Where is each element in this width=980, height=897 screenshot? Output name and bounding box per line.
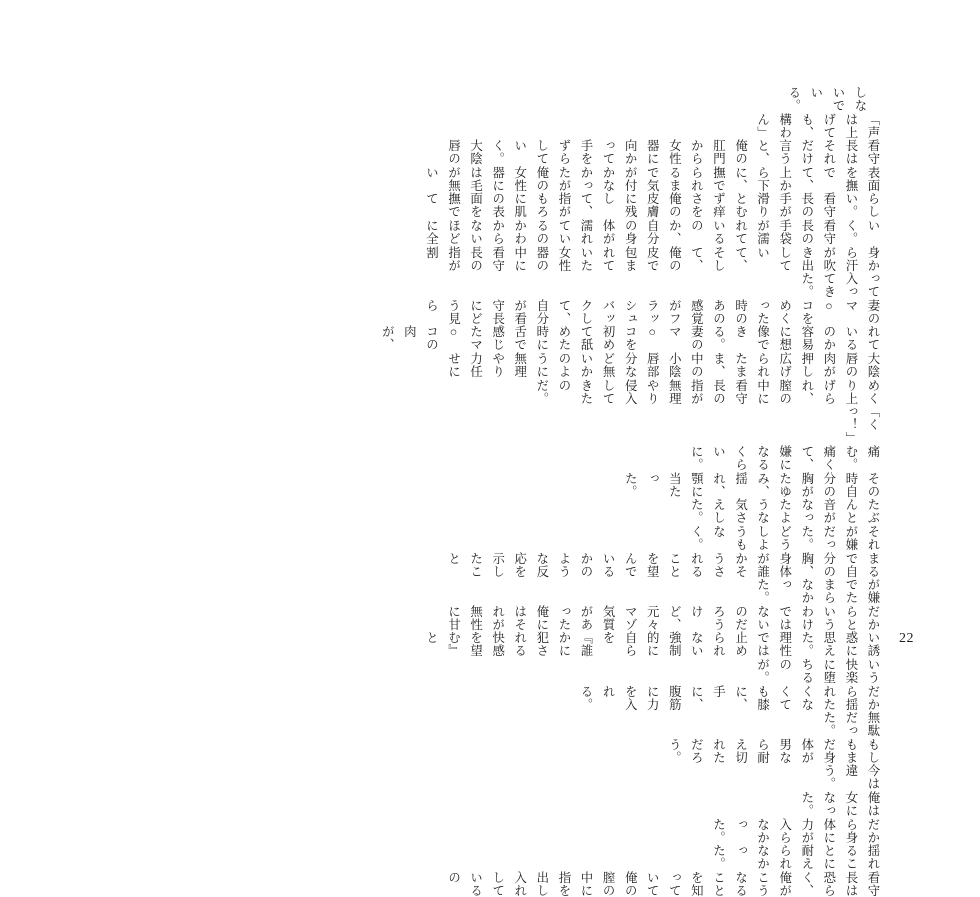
paragraph: だから揺れたくなくても膝に、手に、腹筋に力を入れる。 [578, 684, 880, 712]
paragraph: らしい。看守長の手が滑りとむず痒さを俺の皮膚に残して、指がもろに肌の表面を撫でて [424, 192, 880, 220]
paragraph: しないでいる。 [786, 86, 867, 113]
paragraph: 「声は上げても、構わん」 [755, 112, 880, 140]
paragraph: 表面を撫でて、上から下に、撫でられるまで気が付かなかったが俺の女性器には毛が無い [424, 165, 880, 193]
vertical-text-body [376, 86, 884, 897]
paragraph: 大陰唇の肉が押し広げられたまま、中の小陰唇部分など無いかのように無理やり力任せに [446, 352, 880, 379]
paragraph: いう快楽に堕ちるのが。 [755, 657, 880, 685]
paragraph: 無駄だった。 [821, 711, 880, 738]
paragraph: もしもまだ身体が男なら耐え切れただろう。 [667, 737, 880, 765]
paragraph: 今は違う。 [821, 764, 880, 792]
page-number: 22 [899, 631, 914, 646]
paragraph: だからというわけではないのだろうけど、元々マゾ気質があった俺にはそれが無性に甘 [446, 604, 880, 632]
paragraph: が嫌でたまらなかった。 [755, 578, 880, 605]
paragraph: たぶんと音がなったような気さえした。 [689, 498, 880, 525]
paragraph: 揺れることに耐えられなかった。 [711, 844, 880, 871]
paragraph: だから身体に力が入らなかった。 [711, 817, 880, 845]
paragraph: 看守長はそれだけ言うと、俺の肛門から女性器に向かって手をずらしていく。大陰唇の [446, 139, 880, 166]
paragraph: いく。看守長の手袋が濡れているのか、自分の身体が濡れているのかわからないほどに全 [424, 219, 880, 246]
paragraph: まるで自分の胸、身体が誰かそうされることを望んでいるかのような反応を示したこと [446, 551, 880, 579]
paragraph: 看守長は恐らく、俺がこうなることを知っていて俺の膣の中に指を出し入れしているの [446, 870, 880, 897]
paragraph: 身から汗が吹き出していて、そして、俺の皮で包まれていた女性器の中に看守長の指が割 [424, 245, 880, 273]
paragraph: れているのか容易に想像できる。妻のマ○コを初めて舐めた時に舌で感じたマ○コの肉が、 [380, 325, 880, 353]
paragraph: 妻のマ○コをめくった時のあの感覚がフラッシュバックして、自分が看守長にどう見ら [424, 298, 880, 326]
paragraph: 俺は女になった。 [799, 791, 880, 818]
paragraph: 「くっ！」 [843, 405, 880, 446]
paragraph: その時自分の胸がたゆみ、揺れ、顎に当たった。 [623, 471, 880, 499]
paragraph: い誘惑に思えた。理性では止められない強制的に自らを『誰かに犯される快感を望む』と [424, 631, 880, 658]
paragraph: それが嫌だった。どうしようもなく。 [689, 524, 880, 552]
paragraph: 痛む。痛くて、嫌になるくらいに。 [689, 445, 880, 472]
paragraph: めくり上げられ、膣の中に看守長の指が無理やり侵入してきたのだ。 [534, 378, 880, 406]
paragraph: って入ってきた。 [799, 272, 880, 299]
